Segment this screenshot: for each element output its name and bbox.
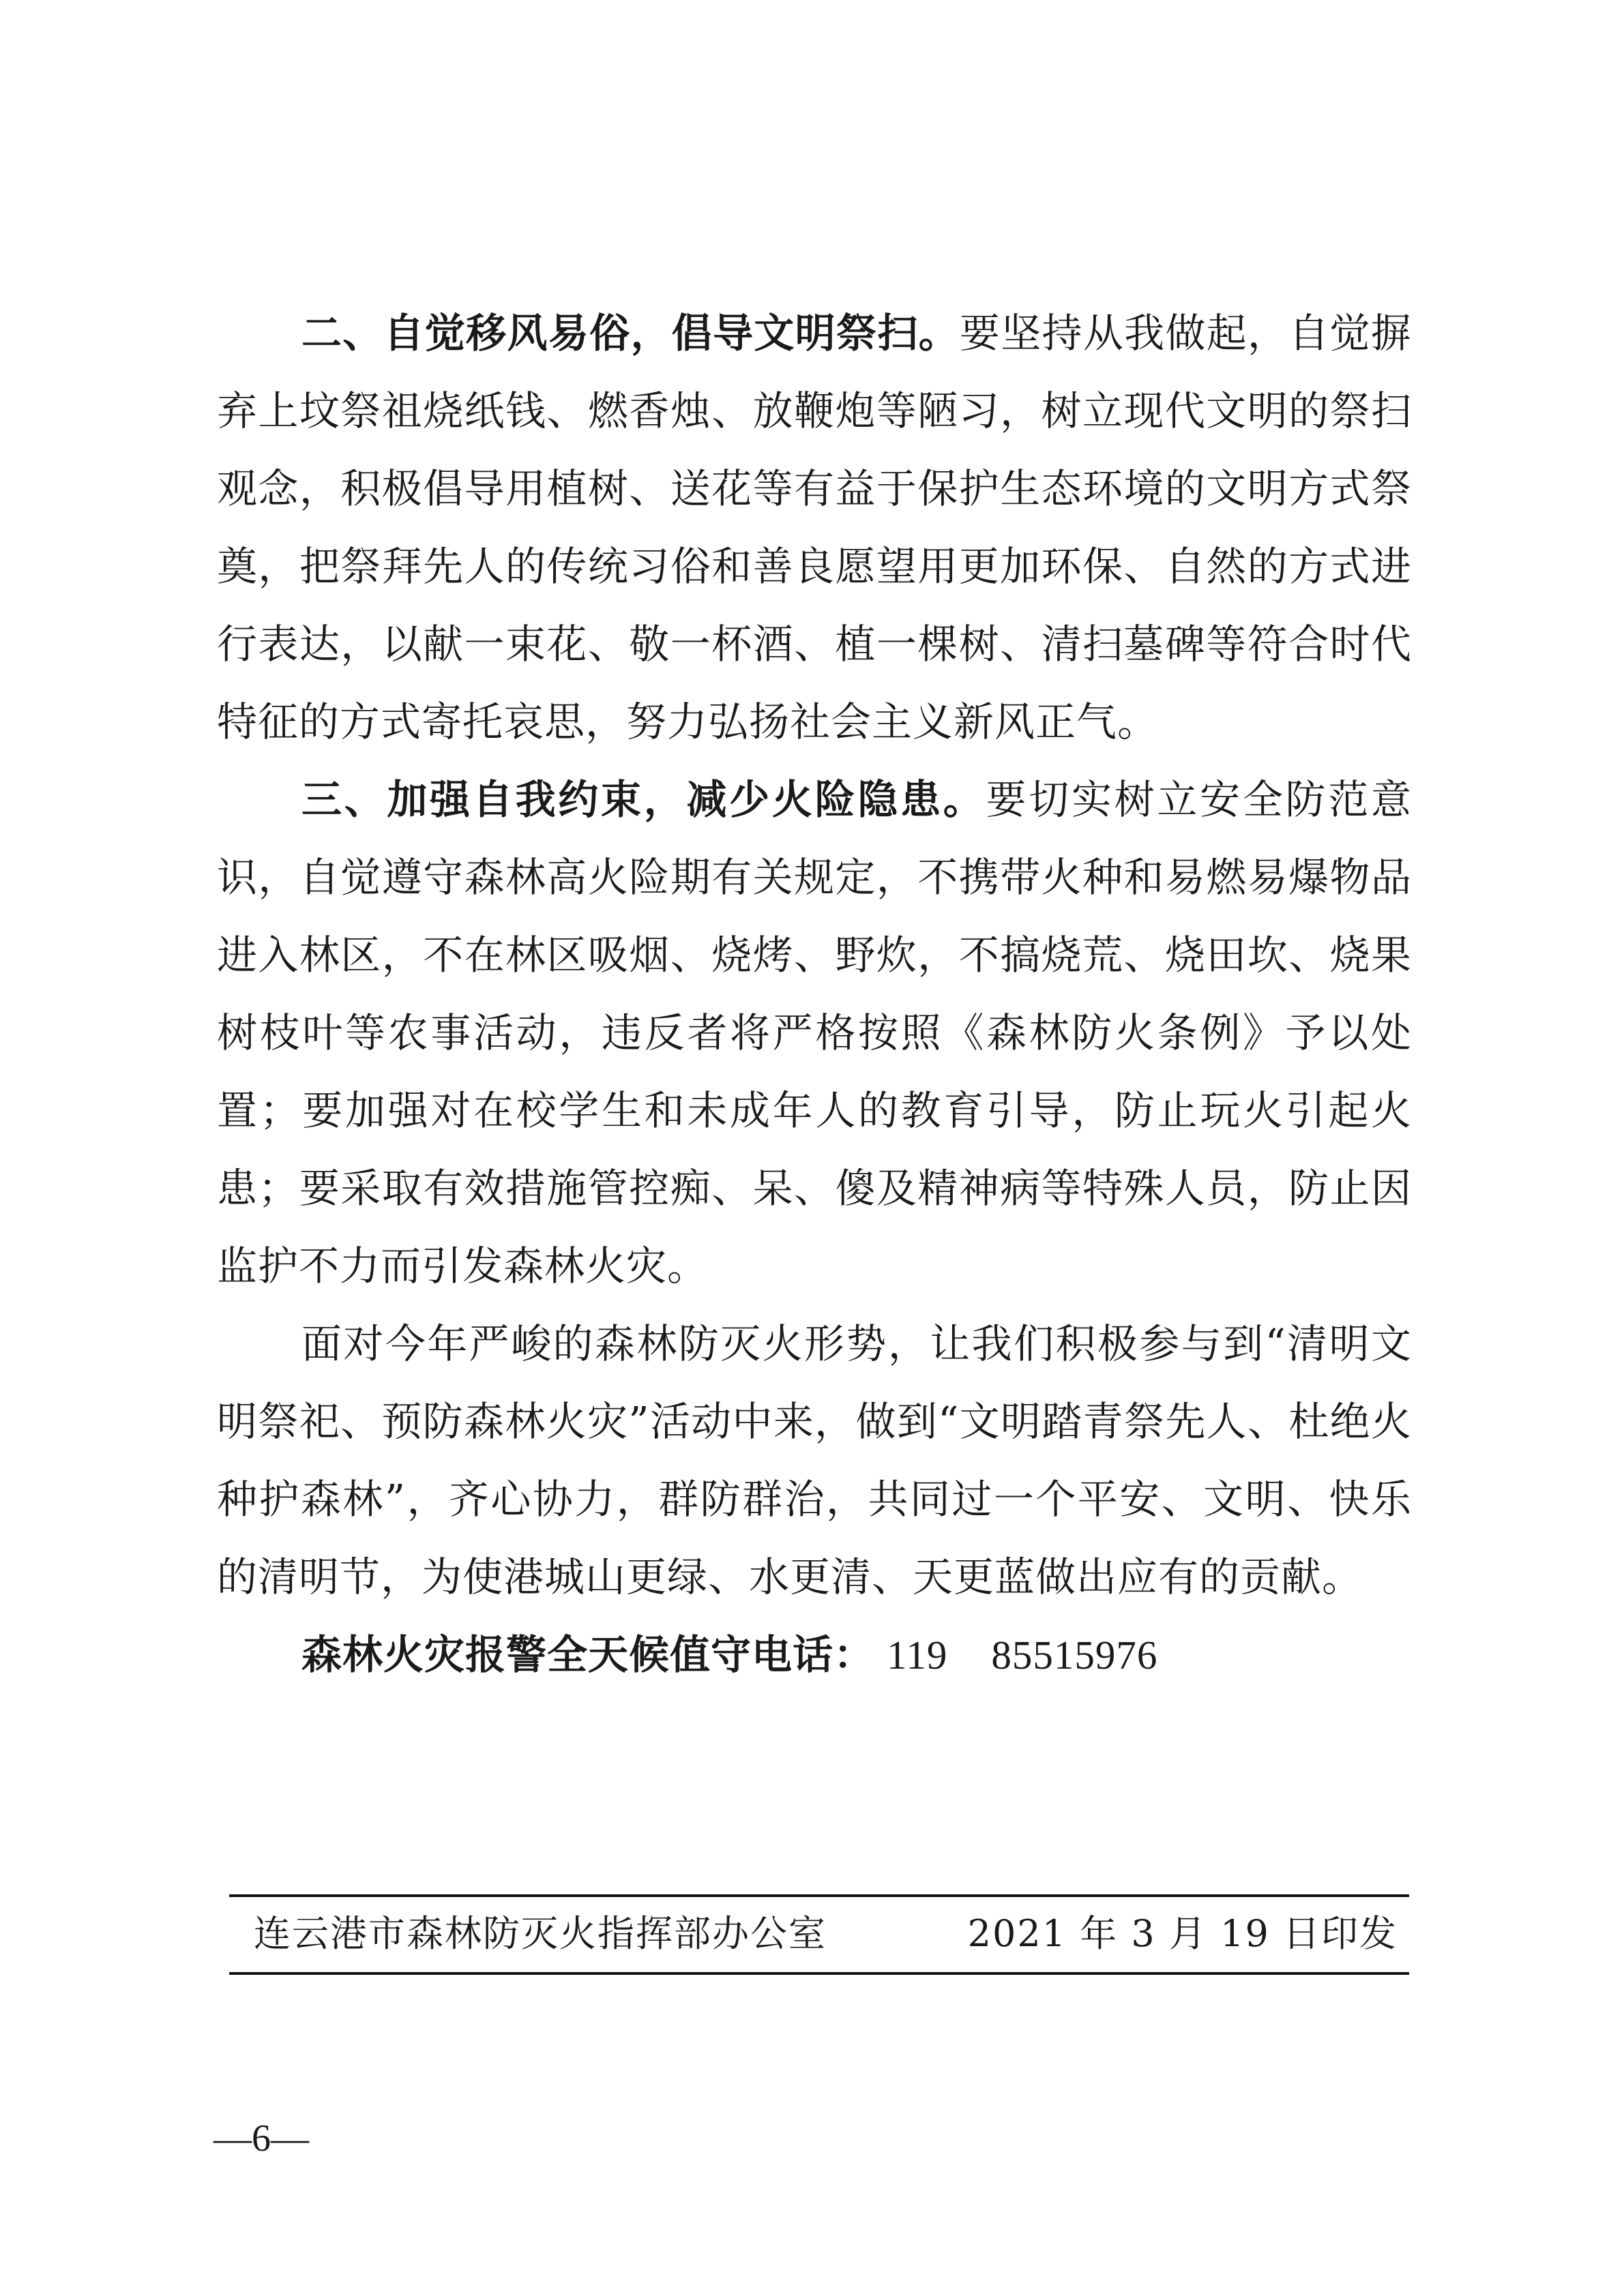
footer-bottom-rule <box>229 1972 1409 1975</box>
page-number: —6— <box>213 2117 309 2160</box>
document-body <box>217 295 1412 1694</box>
hotline-number-local: 85515976 <box>991 1632 1158 1678</box>
section-heading-2: 二、自觉移风易俗，倡导文明祭扫。 <box>301 310 960 357</box>
section-heading-3: 三、加强自我约束，减少火险隐患。 <box>301 776 986 823</box>
footer-issuer: 连云港市森林防灭火指挥部办公室 <box>254 1912 827 1955</box>
hotline-label: 森林火灾报警全天候值守电话： <box>301 1631 875 1678</box>
section-text-3: 要切实树立安全防范意识，自觉遵守森林高火险期有关规定，不携带火种和易燃易爆物品进入林区，不在林区吸烟、烧烤、野炊，不搞烧荒、烧田坎、烧果树枝叶等农事活动，违反者将严格按照《森林防火条例》予以处置；要加强对在校学生和未成年人的教育引导，防止玩火引起火患；要采取有效措施管控痴、呆、傻及精神病等特殊人员，防止因监护不力而引发森林火灾。 <box>217 776 1412 1289</box>
hotline-line <box>217 1616 1412 1694</box>
footer-top-rule <box>229 1894 1409 1897</box>
paragraph-closing-appeal <box>217 1305 1412 1616</box>
section-text-2: 要坚持从我做起，自觉摒弃上坟祭祖烧纸钱、燃香烛、放鞭炮等陋习，树立现代文明的祭扫观念，积极倡导用植树、送花等有益于保护生态环境的文明方式祭奠，把祭拜先人的传统习俗和善良愿望用更加环保、自然的方式进行表达，以献一束花、敬一杯酒、植一棵树、清扫墓碑等符合时代特征的方式寄托哀思，努力弘扬社会主义新风正气。 <box>217 310 1412 745</box>
footer-issue-date: 2021 年 3 月 19 日印发 <box>967 1912 1398 1955</box>
paragraph-fire-prevention <box>217 761 1412 1305</box>
paragraph-civilized-sweeping <box>217 295 1412 761</box>
closing-text: 面对今年严峻的森林防灭火形势，让我们积极参与到“清明文明祭祀、预防森林火灾”活动中来，做到“文明踏青祭先人、杜绝火种护森林”，齐心协力，群防群治，共同过一个平安、文明、快乐的清明节，为使港城山更绿、水更清、天更蓝做出应有的贡献。 <box>217 1320 1412 1600</box>
hotline-number-119: 119 <box>887 1632 948 1678</box>
